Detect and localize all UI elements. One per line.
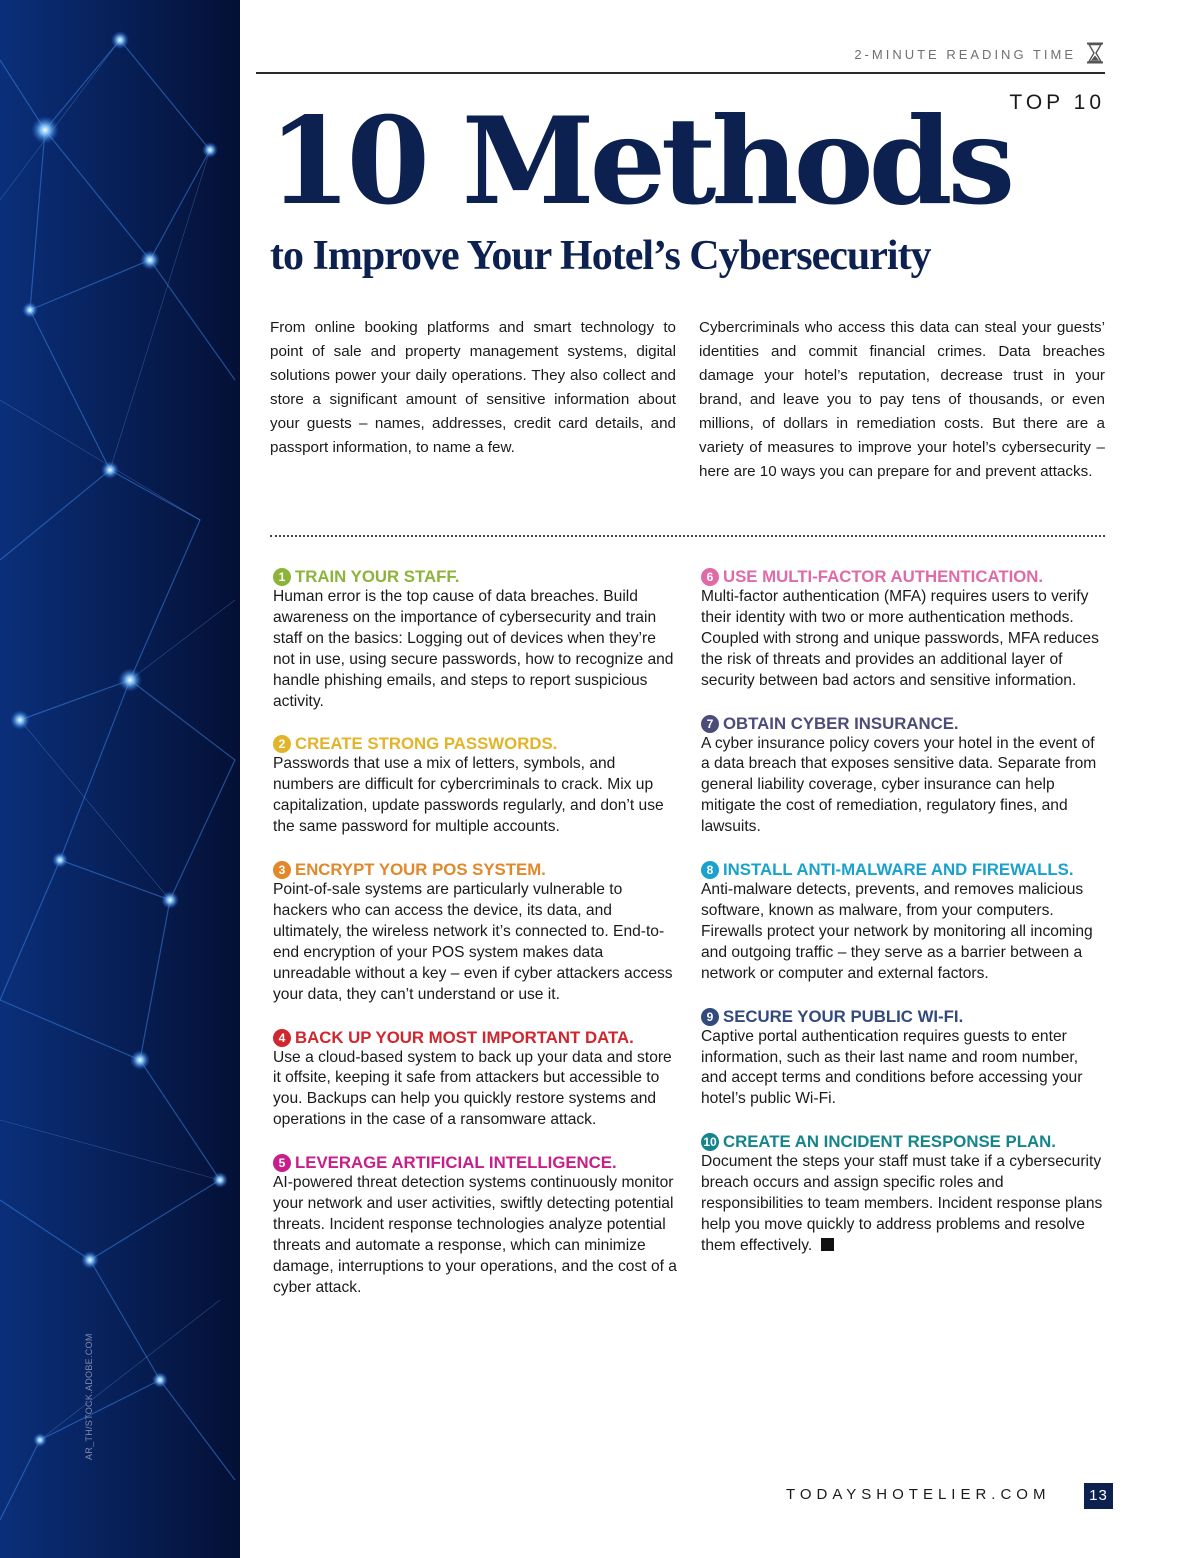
method-body: Passwords that use a mix of letters, symbols, and numbers are difficult for cybercriminals to crack. Mix up capitalization, update passwords regularly, and don’t use the same password for multiple accounts. [273,755,664,836]
method-number-badge: 4 [273,1029,291,1047]
method-title: CREATE AN INCIDENT RESPONSE PLAN. [723,1132,1056,1152]
method-body: Use a cloud-based system to back up your data and store it offsite, keeping it safe from attackers but accessible to you. Backups can help you quickly restore systems and operations in the case of a ransomware attack. [273,1048,672,1129]
method-item [273,566,678,712]
method-heading [273,566,678,587]
method-title: USE MULTI-FACTOR AUTHENTICATION. [723,567,1044,586]
photo-credit: AR_TH/STOCK.ADOBE.COM [84,1333,94,1460]
header-rule [256,72,1105,74]
method-item [273,733,678,838]
method-title: OBTAIN CYBER INSURANCE. [723,713,959,733]
method-number-badge: 9 [701,1008,719,1026]
method-body: Human error is the top cause of data breaches. Build awareness on the importance of cybersecurity and train staff on the basics: Logging out of devices when they’re not in use, using secure passwords, how to recognize and handle phishing emails, and steps to report suspicious activity. [273,588,674,710]
method-number-badge: 6 [701,568,719,586]
method-title: BACK UP YOUR MOST IMPORTANT DATA. [295,1027,634,1047]
method-title: CREATE STRONG PASSWORDS. [295,734,558,754]
method-body: A cyber insurance policy covers your hotel in the event of a data breach that exposes sensitive data. Separate from general liability coverage, cyber insurance can help mitigate the cost of remediation, regulatory fines, and lawsuits. [701,734,1097,836]
hourglass-icon [1086,42,1104,64]
method-item [701,1006,1106,1111]
method-body: AI-powered threat detection systems continuously monitor your network and user activities, swiftly detecting potential threats. Incident response technologies analyze potential threats and automate a response, which can minimize damage, interruptions to your operations, and the cost of a cyber attack. [273,1174,677,1296]
reading-time-label: 2-MINUTE READING TIME [854,47,1076,62]
method-title: INSTALL ANTI-MALWARE AND FIREWALLS. [723,860,1074,880]
method-body: Multi-factor authentication (MFA) requires users to verify their identity with two or more authentication methods. Coupled with strong and unique passwords, MFA reduces the risk of threats and provides an additional layer of security between bad actors and sensitive information. [701,588,1099,689]
page-title: 10 Methods [268,91,1011,232]
method-item [701,713,1106,839]
method-number-badge: 2 [273,735,291,753]
method-body: Document the steps your staff must take if a cybersecurity breach occurs and assign specific roles and responsibilities to team members. Incident response plans help you move quickly to address problems and resolve them effectively. [701,1153,1103,1254]
method-body: Captive portal authentication requires guests to enter information, such as their last name and room number, and accept terms and conditions before accessing your hotel’s public Wi-Fi. [701,1027,1083,1108]
method-body: Point-of-sale systems are particularly vulnerable to hackers who can access the device, its data, and ultimately, the wireless network it’s connected to. End-to-end encryption of your POS system makes data unreadable without a key – even if cyber attackers access your data, they can’t understand or use it. [273,881,673,1003]
method-number-badge: 10 [701,1133,719,1151]
page-number: 13 [1084,1483,1113,1509]
method-item [273,1027,678,1132]
methods-column-left [273,566,678,1320]
method-item [273,859,678,1005]
method-heading [701,1006,1106,1027]
method-number-badge: 1 [273,568,291,586]
method-heading [273,733,678,754]
method-heading [701,713,1106,734]
method-heading [273,1152,678,1173]
kicker-label: TOP 10 [1009,91,1105,114]
decorative-network-image [0,0,240,1558]
intro-paragraph-left: From online booking platforms and smart technology to point of sale and property management systems, digital solutions power your daily operations. They also collect and store a significant amount of sensitive information about your guests – names, addresses, credit card details, and passport information, to name a few. [270,319,676,456]
method-heading [273,1027,678,1048]
method-item [701,859,1106,985]
method-heading [701,1131,1106,1152]
method-number-badge: 5 [273,1154,291,1172]
method-heading [273,859,678,880]
method-body-wrap [701,1152,1106,1257]
method-heading [701,859,1106,880]
method-title: ENCRYPT YOUR POS SYSTEM. [295,860,546,880]
method-item [701,1131,1106,1257]
section-divider [270,535,1105,537]
method-number-badge: 8 [701,861,719,879]
method-title: LEVERAGE ARTIFICIAL INTELLIGENCE. [295,1153,617,1173]
network-graphic [0,0,240,1558]
method-body: Anti-malware detects, prevents, and removes malicious software, known as malware, from your computers. Firewalls protect your network by monitoring all incoming and outgoing traffic – they serve as a barrier between a network or computer and external factors. [701,881,1093,982]
method-number-badge: 7 [701,715,719,733]
page-subtitle: to Improve Your Hotel’s Cybersecurity [270,233,931,279]
method-title: TRAIN YOUR STAFF. [295,567,460,586]
intro-paragraph-right: Cybercriminals who access this data can steal your guests’ identities and commit financial crimes. Data breaches damage your hotel’s reputation, decrease trust in your brand, and leave you to pay tens of thousands, or even millions, of dollars in remediation costs. But there are a variety of measures to improve your hotel’s cybersecurity – here are 10 ways you can prepare for and prevent attacks. [699,319,1105,480]
method-number-badge: 3 [273,861,291,879]
method-item [273,1152,678,1298]
method-title: SECURE YOUR PUBLIC WI-FI. [723,1006,964,1026]
end-mark-icon [821,1238,834,1251]
methods-column-right [701,566,1106,1278]
footer-website: TODAYSHOTELIER.COM [786,1486,1051,1503]
method-item [701,566,1106,692]
method-heading [701,566,1106,587]
